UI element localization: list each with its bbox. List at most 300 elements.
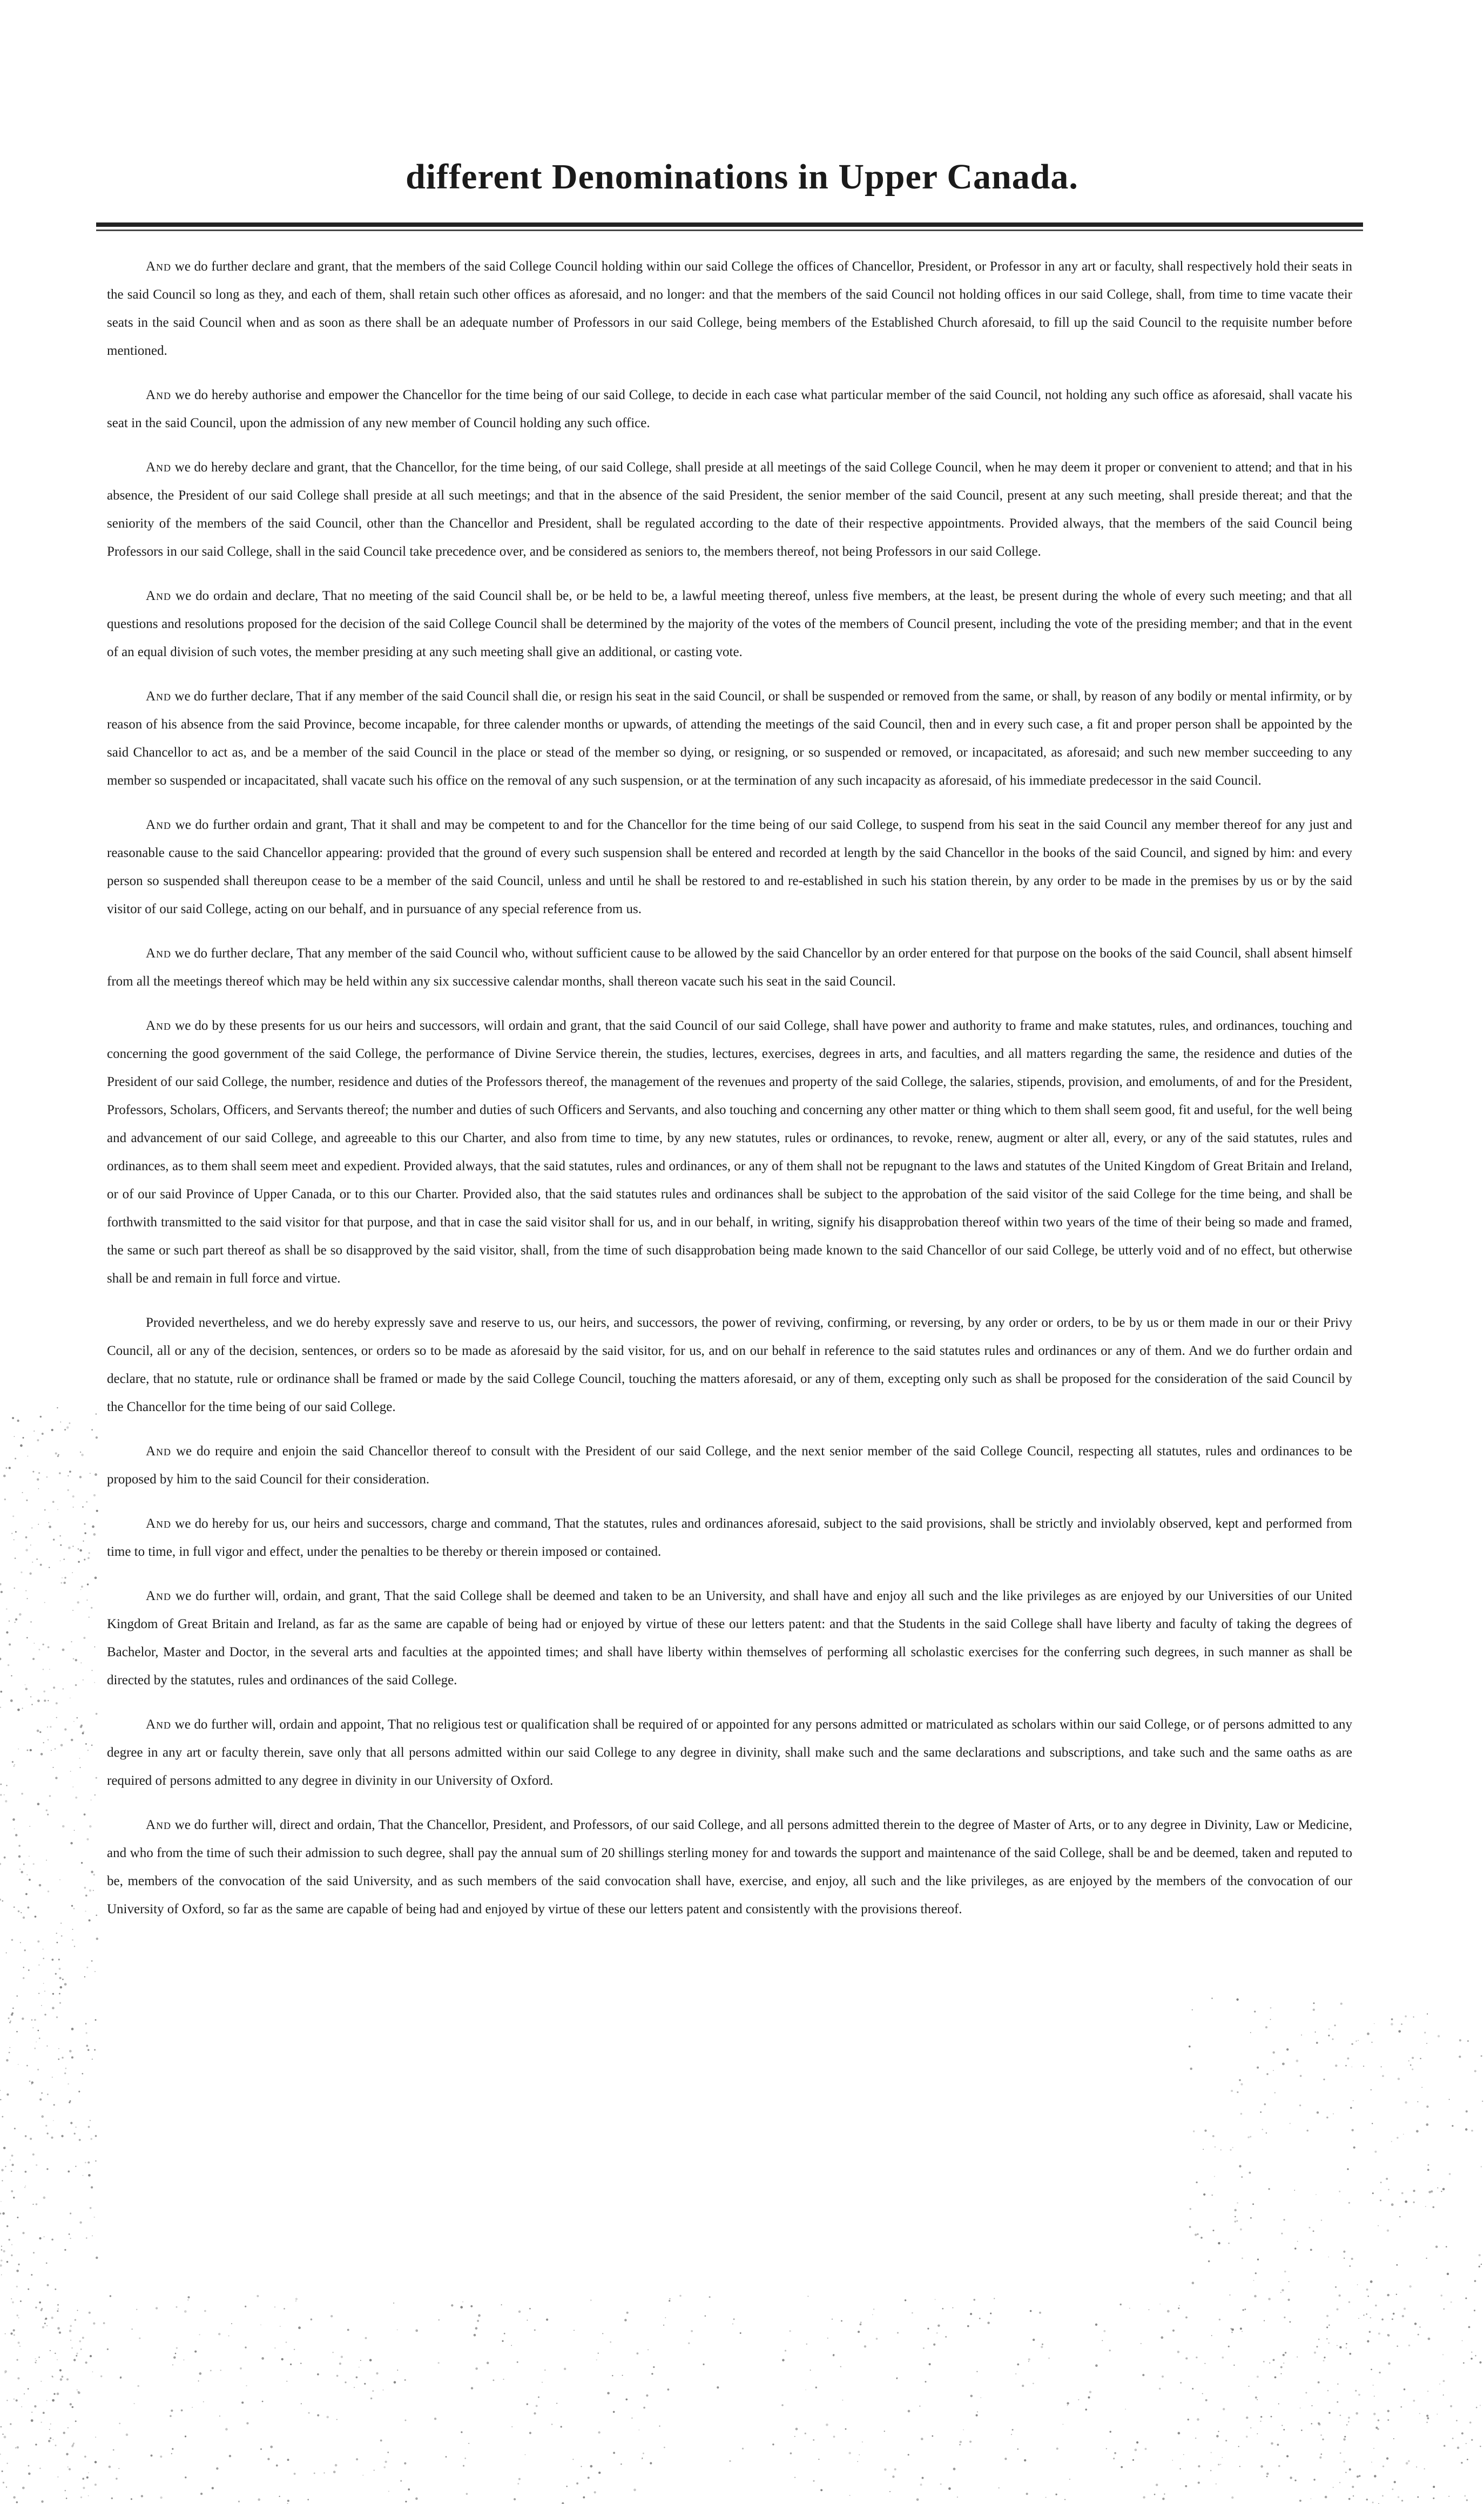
noise-dot: [833, 2354, 834, 2355]
noise-dot: [1064, 2499, 1065, 2500]
noise-dot: [5, 2333, 6, 2334]
document-body: [107, 253, 1352, 1940]
noise-dot: [52, 2399, 55, 2402]
noise-dot: [16, 2031, 18, 2033]
noise-dot: [976, 2414, 978, 2417]
noise-dot: [73, 2442, 75, 2444]
noise-dot: [1237, 2091, 1238, 2093]
noise-dot: [1380, 2199, 1381, 2201]
noise-dot: [35, 2361, 36, 2363]
noise-dot: [1482, 2101, 1483, 2102]
noise-dot: [118, 2468, 119, 2469]
noise-dot: [173, 2356, 176, 2359]
noise-dot: [1431, 2190, 1433, 2192]
noise-dot: [1387, 2294, 1389, 2297]
noise-dot: [849, 2495, 850, 2496]
noise-dot: [93, 1494, 96, 1496]
noise-dot: [1474, 2280, 1476, 2282]
noise-dot: [1427, 2169, 1429, 2171]
noise-dot: [1328, 2343, 1330, 2344]
noise-dot: [68, 2083, 69, 2084]
noise-dot: [369, 2359, 372, 2361]
noise-dot: [1432, 2206, 1434, 2208]
noise-dot: [1211, 2335, 1212, 2336]
noise-dot: [23, 1916, 25, 1919]
noise-dot: [73, 1721, 75, 1722]
noise-dot: [1401, 2500, 1403, 2501]
noise-dot: [742, 2448, 744, 2449]
noise-dot: [93, 1890, 94, 1891]
noise-dot: [1426, 2415, 1428, 2417]
noise-dot: [274, 2306, 275, 2307]
noise-dot: [72, 2347, 73, 2348]
noise-dot: [33, 2252, 35, 2253]
noise-dot: [1, 2169, 3, 2171]
noise-dot: [529, 2432, 531, 2434]
noise-dot: [1433, 2498, 1434, 2499]
noise-dot: [564, 2368, 566, 2370]
noise-dot: [1427, 2013, 1428, 2014]
noise-dot: [1416, 2130, 1419, 2132]
noise-dot: [1260, 2421, 1261, 2422]
noise-dot: [194, 2351, 197, 2353]
noise-dot: [246, 2385, 247, 2386]
noise-dot: [41, 2093, 43, 2094]
noise-dot: [959, 2444, 961, 2446]
noise-dot: [49, 1567, 50, 1568]
noise-dot: [1322, 2439, 1324, 2440]
noise-dot: [26, 2065, 28, 2067]
noise-dot: [95, 1577, 97, 1580]
noise-dot: [80, 2348, 82, 2350]
noise-dot: [1335, 2064, 1337, 2067]
noise-dot: [55, 1748, 56, 1749]
noise-dot: [46, 1476, 48, 1477]
paragraph-lead: And: [146, 1589, 172, 1603]
noise-dot: [1350, 2107, 1352, 2109]
page-title: different Denominations in Upper Canada.: [406, 157, 1078, 197]
paragraph: [107, 381, 1352, 437]
noise-dot: [35, 2444, 37, 2445]
noise-dot: [56, 1717, 57, 1718]
noise-dot: [225, 2428, 228, 2431]
noise-dot: [83, 1731, 84, 1733]
noise-dot: [120, 2376, 122, 2378]
noise-dot: [583, 2496, 585, 2499]
noise-dot: [48, 1646, 50, 1649]
noise-dot: [1250, 2032, 1251, 2033]
noise-dot: [72, 2406, 74, 2408]
noise-dot: [1232, 2147, 1233, 2148]
noise-dot: [1363, 2066, 1364, 2067]
noise-dot: [332, 2352, 333, 2353]
noise-dot: [1396, 2294, 1397, 2295]
noise-dot: [83, 1679, 84, 1680]
noise-dot: [8, 2017, 10, 2019]
noise-dot: [908, 2454, 909, 2455]
noise-dot: [544, 2370, 546, 2371]
noise-dot: [1142, 2374, 1144, 2376]
noise-dot: [1334, 2024, 1336, 2026]
noise-dot: [1255, 2397, 1257, 2399]
noise-dot: [67, 1489, 69, 1491]
noise-dot: [44, 2319, 45, 2320]
noise-dot: [1289, 2281, 1290, 2282]
noise-dot: [643, 2453, 644, 2454]
noise-dot: [12, 1515, 14, 1517]
noise-dot: [219, 2415, 220, 2417]
noise-dot: [1438, 2035, 1440, 2037]
noise-dot: [84, 2455, 86, 2458]
noise-dot: [25, 1688, 28, 1690]
noise-dot: [44, 1990, 45, 1992]
noise-dot: [88, 2174, 91, 2177]
paragraph-lead: And: [146, 1018, 172, 1033]
noise-dot: [192, 2407, 193, 2408]
paragraph: [107, 1582, 1352, 1695]
paragraph: [107, 1437, 1352, 1494]
noise-dot: [16, 1995, 17, 1996]
noise-dot: [1085, 2408, 1087, 2410]
noise-dot: [815, 2386, 817, 2388]
noise-dot: [1373, 2413, 1375, 2415]
noise-dot: [80, 1452, 81, 1453]
noise-dot: [781, 2404, 784, 2406]
noise-dot: [15, 1618, 17, 1621]
noise-dot: [1372, 2123, 1373, 2124]
noise-dot: [626, 2312, 629, 2314]
noise-dot: [1177, 2351, 1180, 2353]
noise-dot: [60, 2378, 63, 2381]
noise-dot: [36, 2203, 37, 2205]
noise-dot: [1183, 2454, 1184, 2455]
noise-dot: [860, 2324, 862, 2326]
title-rule-thin: [96, 230, 1363, 231]
noise-dot: [1154, 2494, 1156, 2495]
noise-dot: [1313, 2002, 1315, 2004]
noise-dot: [20, 1942, 21, 1943]
noise-dot: [1386, 2458, 1388, 2460]
noise-dot: [1476, 2407, 1478, 2408]
noise-dot: [91, 1607, 92, 1609]
noise-dot: [14, 1436, 15, 1437]
noise-dot: [590, 2299, 592, 2301]
noise-dot: [1328, 2035, 1330, 2036]
noise-dot: [1443, 2445, 1446, 2447]
noise-dot: [136, 2309, 137, 2310]
noise-dot: [717, 2386, 719, 2388]
noise-dot: [13, 2496, 16, 2499]
noise-dot: [30, 1622, 31, 1623]
noise-dot: [44, 1509, 46, 1511]
noise-dot: [75, 1684, 77, 1686]
noise-dot: [667, 2388, 670, 2391]
noise-dot: [58, 2309, 59, 2310]
noise-dot: [1391, 2141, 1392, 2142]
noise-dot: [47, 1726, 48, 1727]
noise-dot: [1343, 2251, 1345, 2253]
noise-dot: [1269, 2363, 1270, 2364]
noise-dot: [813, 2480, 814, 2482]
noise-dot: [397, 2370, 398, 2371]
noise-dot: [79, 1758, 80, 1759]
noise-dot: [1413, 2400, 1415, 2402]
noise-dot: [1406, 2462, 1408, 2465]
noise-dot: [9, 1643, 11, 1645]
noise-dot: [11, 2244, 12, 2245]
noise-dot: [1198, 2482, 1200, 2484]
noise-dot: [185, 2476, 186, 2478]
noise-dot: [1443, 2309, 1445, 2310]
noise-dot: [884, 2431, 885, 2432]
noise-dot: [95, 2436, 96, 2438]
noise-dot: [1249, 2386, 1250, 2387]
noise-dot: [42, 1644, 44, 1645]
noise-dot: [1447, 2273, 1449, 2275]
noise-dot: [1204, 2129, 1206, 2131]
noise-dot: [415, 2498, 418, 2500]
noise-dot: [826, 2424, 828, 2426]
noise-dot: [927, 2328, 929, 2330]
noise-dot: [6, 2094, 9, 2096]
noise-dot: [31, 2419, 33, 2422]
noise-dot: [44, 1699, 46, 1702]
noise-dot: [71, 2028, 74, 2030]
noise-dot: [1320, 2434, 1322, 2436]
noise-dot: [37, 1479, 39, 1481]
noise-dot: [1466, 2110, 1468, 2112]
noise-dot: [1370, 2317, 1371, 2318]
noise-dot: [795, 2428, 798, 2431]
noise-dot: [241, 2401, 244, 2404]
noise-dot: [408, 2488, 410, 2490]
noise-dot: [594, 2491, 596, 2493]
noise-dot: [80, 1726, 82, 1728]
noise-dot: [2, 2180, 3, 2181]
noise-dot: [1310, 2249, 1312, 2251]
noise-dot: [364, 2383, 366, 2385]
noise-dot: [229, 2455, 231, 2457]
noise-dot: [1220, 2149, 1222, 2150]
noise-dot: [1348, 2417, 1350, 2419]
noise-dot: [393, 2303, 394, 2304]
noise-dot: [57, 2327, 60, 2330]
paragraph-lead: And: [146, 1444, 172, 1459]
noise-dot: [71, 1905, 73, 1907]
noise-dot: [884, 2468, 887, 2471]
noise-dot: [330, 2315, 333, 2317]
noise-dot: [32, 1658, 35, 1660]
noise-dot: [72, 1572, 73, 1573]
noise-dot: [28, 2465, 30, 2467]
noise-dot: [1419, 2413, 1420, 2414]
noise-dot: [70, 1842, 72, 1844]
noise-dot: [864, 2345, 866, 2347]
noise-dot: [1222, 2357, 1224, 2359]
noise-dot: [1245, 2309, 1246, 2310]
noise-dot: [86, 1501, 87, 1503]
noise-dot: [81, 1585, 83, 1588]
noise-dot: [1457, 2447, 1459, 2449]
noise-dot: [10, 2423, 11, 2425]
noise-dot: [1387, 2334, 1388, 2335]
noise-dot: [1121, 2466, 1123, 2468]
noise-dot: [1216, 2435, 1219, 2438]
noise-dot: [314, 2473, 315, 2474]
noise-dot: [70, 2212, 71, 2214]
noise-dot: [1192, 2388, 1193, 2390]
noise-dot: [1, 1591, 3, 1593]
noise-dot: [1193, 2130, 1195, 2132]
noise-dot: [1, 2249, 3, 2251]
noise-dot: [1371, 2462, 1372, 2463]
noise-dot: [91, 1960, 93, 1962]
noise-dot: [1266, 2476, 1268, 2478]
noise-dot: [21, 1871, 23, 1873]
noise-dot: [17, 2359, 18, 2361]
noise-dot: [96, 1510, 98, 1512]
noise-dot: [40, 1416, 42, 1418]
noise-dot: [78, 1548, 79, 1550]
noise-dot: [1297, 2241, 1298, 2242]
noise-dot: [1299, 2104, 1301, 2106]
noise-dot: [1316, 2042, 1318, 2044]
noise-dot: [1042, 2344, 1043, 2345]
noise-dot: [323, 2472, 325, 2473]
noise-dot: [82, 2175, 83, 2176]
paragraph-lead: And: [146, 1516, 172, 1531]
noise-dot: [59, 1993, 60, 1995]
noise-dot: [38, 1472, 40, 1474]
noise-dot: [1272, 2051, 1274, 2054]
noise-dot: [705, 2315, 706, 2317]
noise-dot: [341, 2356, 343, 2358]
paragraph-lead: And: [146, 1717, 172, 1732]
noise-dot: [57, 1509, 58, 1510]
noise-dot: [1218, 2242, 1220, 2244]
noise-dot: [1033, 2382, 1034, 2384]
noise-dot: [1372, 2502, 1374, 2503]
noise-dot: [36, 1558, 37, 1560]
noise-dot: [26, 1874, 28, 1875]
noise-dot: [463, 2465, 464, 2467]
noise-dot: [1164, 2494, 1165, 2495]
noise-dot: [1266, 2132, 1267, 2134]
noise-dot: [1286, 2048, 1289, 2050]
noise-dot: [845, 2428, 847, 2430]
noise-dot: [30, 1749, 32, 1751]
noise-dot: [69, 1422, 70, 1424]
noise-dot: [1449, 2173, 1451, 2175]
noise-dot: [1324, 2357, 1325, 2358]
noise-dot: [1348, 2498, 1351, 2500]
noise-dot: [80, 1724, 83, 1726]
noise-dot: [61, 1935, 63, 1937]
noise-dot: [70, 2238, 71, 2239]
noise-dot: [1371, 2042, 1373, 2043]
noise-dot: [5, 2166, 6, 2167]
noise-dot: [1095, 2324, 1097, 2326]
noise-dot: [1195, 2438, 1196, 2439]
noise-dot: [1358, 2318, 1359, 2319]
noise-dot: [86, 1838, 89, 1840]
noise-dot: [1218, 2464, 1219, 2466]
noise-dot: [91, 1670, 92, 1671]
noise-dot: [89, 1553, 90, 1554]
noise-dot: [6, 2059, 9, 2062]
noise-dot: [562, 2502, 564, 2504]
noise-dot: [1197, 2418, 1199, 2421]
noise-dot: [49, 1795, 51, 1797]
noise-dot: [1294, 2247, 1296, 2249]
noise-dot: [1464, 2495, 1466, 2497]
noise-dot: [55, 2289, 56, 2290]
noise-dot: [963, 2429, 964, 2431]
noise-dot: [1250, 2136, 1251, 2137]
noise-dot: [181, 2409, 183, 2412]
noise-dot: [69, 1470, 71, 1473]
noise-dot: [28, 1969, 30, 1971]
noise-dot: [1204, 2363, 1205, 2364]
noise-dot: [1321, 2219, 1322, 2220]
noise-dot: [34, 2019, 36, 2021]
noise-dot: [43, 1742, 44, 1743]
noise-dot: [1465, 2128, 1467, 2130]
noise-dot: [969, 2441, 972, 2443]
noise-dot: [1337, 2384, 1339, 2385]
noise-dot: [12, 1761, 14, 1763]
noise-dot: [238, 2501, 240, 2502]
noise-dot: [18, 2317, 19, 2318]
noise-dot: [43, 1983, 44, 1984]
noise-dot: [1240, 2083, 1243, 2085]
noise-dot: [59, 1879, 60, 1880]
noise-dot: [1366, 2289, 1368, 2291]
noise-dot: [1167, 2310, 1170, 2313]
noise-dot: [439, 2319, 440, 2320]
noise-dot: [1479, 2254, 1481, 2256]
noise-dot: [679, 2295, 682, 2297]
noise-dot: [400, 2480, 402, 2482]
noise-dot: [1461, 2432, 1463, 2434]
noise-dot: [511, 2426, 512, 2427]
noise-dot: [1135, 2448, 1137, 2451]
noise-dot: [1467, 2040, 1469, 2042]
noise-dot: [1349, 2468, 1351, 2471]
noise-dot: [32, 1562, 33, 1563]
noise-dot: [1346, 2347, 1347, 2349]
noise-dot: [90, 2355, 92, 2357]
noise-dot: [89, 1825, 92, 1828]
noise-dot: [107, 2348, 109, 2350]
noise-dot: [1242, 2257, 1243, 2259]
noise-dot: [527, 2403, 528, 2405]
noise-dot: [1211, 2195, 1213, 2196]
noise-dot: [95, 2160, 97, 2162]
noise-dot: [276, 2465, 278, 2467]
noise-dot: [38, 1993, 39, 1994]
noise-dot: [1283, 2429, 1285, 2431]
noise-dot: [0, 1794, 2, 1796]
noise-dot: [257, 2295, 259, 2297]
noise-dot: [72, 1786, 73, 1787]
noise-dot: [518, 2311, 521, 2313]
noise-dot: [15, 1458, 16, 1460]
noise-dot: [1260, 2465, 1263, 2468]
noise-dot: [1328, 2257, 1329, 2258]
noise-dot: [78, 2391, 79, 2392]
noise-dot: [199, 2372, 201, 2375]
